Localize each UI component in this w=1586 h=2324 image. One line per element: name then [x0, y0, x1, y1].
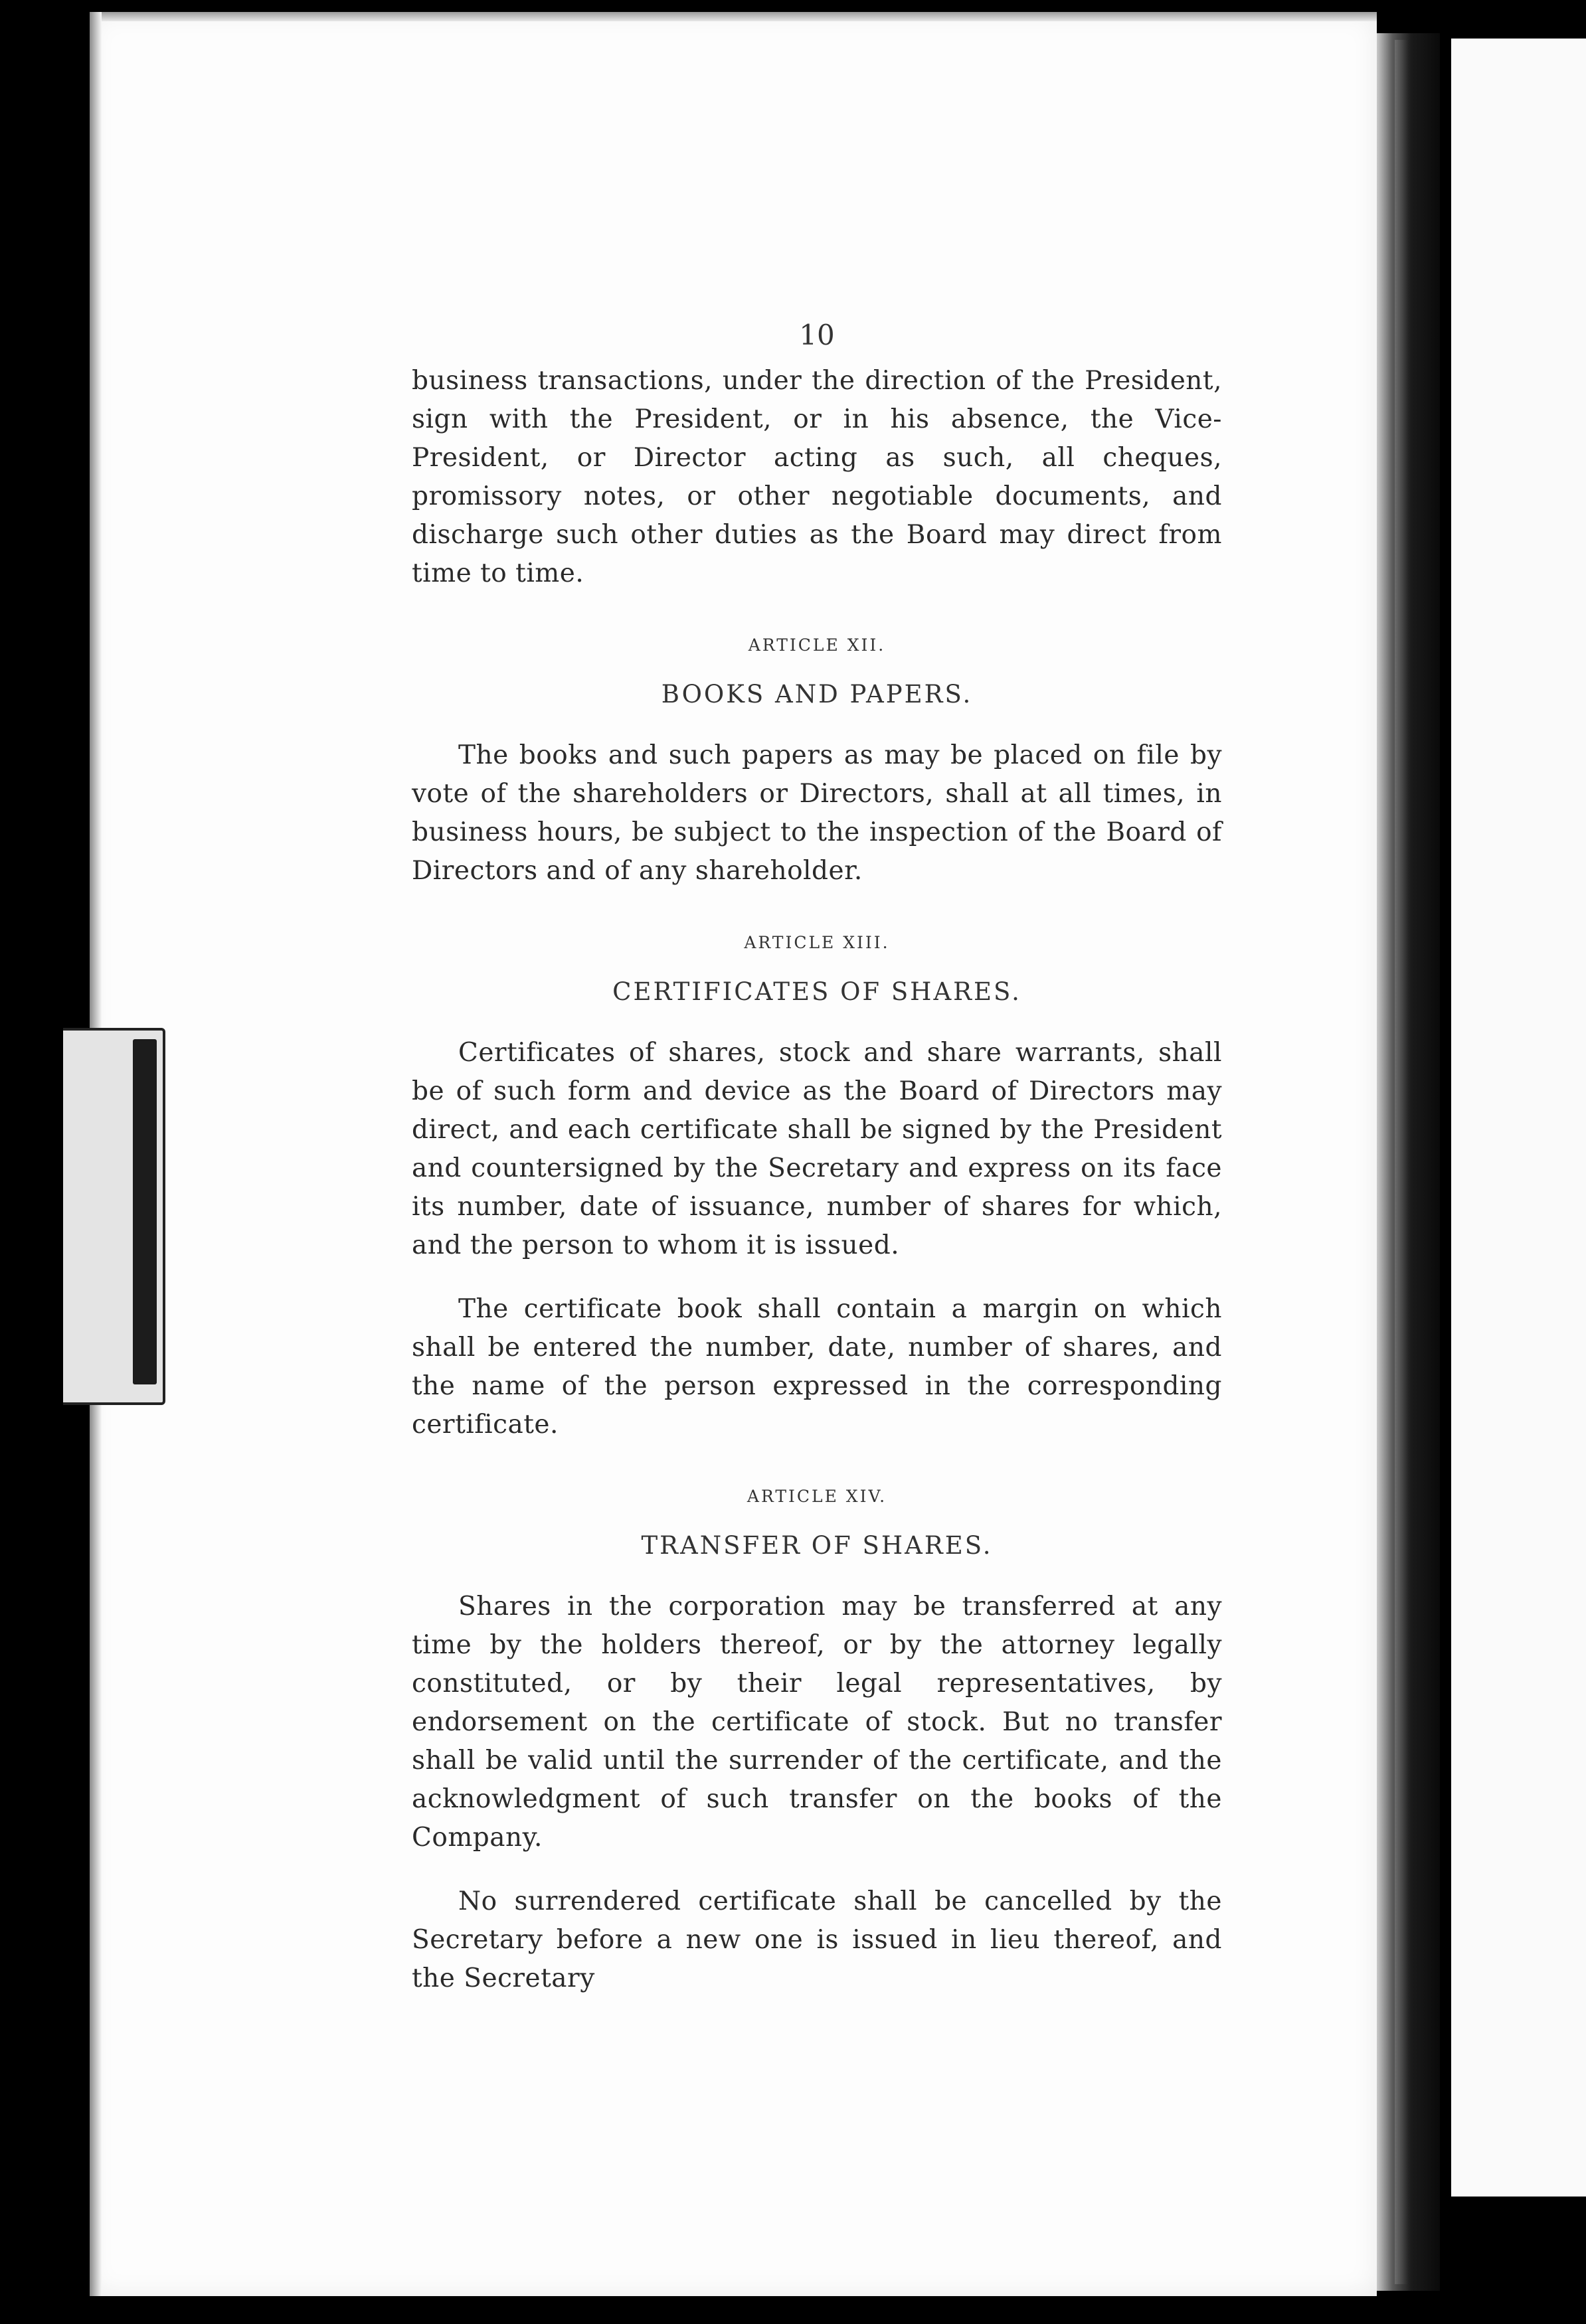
article-title-transfer-of-shares: TRANSFER OF SHARES. [641, 1531, 993, 1560]
paragraph-transfer-2: No surrendered certificate shall be cancelled by the Secretary before a new one is issued in lieu thereof, and the Secretary [412, 1886, 1222, 1993]
article-title-certificates-of-shares: CERTIFICATES OF SHARES. [612, 977, 1021, 1006]
page-content [412, 319, 1222, 1998]
paragraph-gap [412, 1265, 1222, 1290]
paragraph-certificates-1: Certificates of shares, stock and share warrants, shall be of such form and device as the Board of Directors may direct, and each certificate shall be signed by the President and countersigned by the Secretary and express on its face its number, date of issuance, number of shares for which, and the person to whom it is issued. [412, 1038, 1222, 1260]
article-title-books-and-papers: BOOKS AND PAPERS. [661, 680, 973, 708]
opening-paragraph: business transactions, under the direction of the President, sign with the President, or in his absence, the Vice-President, or Director acting as such, all cheques, promissory notes, or other negotiable documents, and discharge such other duties as the Board may direct from time to time. [412, 366, 1222, 588]
paragraph-certificates-2: The certificate book shall contain a margin on which shall be entered the number, date, number of shares, and the name of the person expressed in the corresponding certificate. [412, 1294, 1222, 1440]
page-number: 10 [799, 319, 835, 351]
page-top-edge [90, 12, 1377, 21]
paragraph-gap [412, 1857, 1222, 1882]
binding-highlight [1395, 40, 1408, 2284]
facing-page [1451, 39, 1586, 2197]
article-label-xiv: ARTICLE XIV. [747, 1487, 887, 1506]
book-binding [1377, 33, 1440, 2291]
paragraph-transfer-1: Shares in the corporation may be transferred at any time by the holders thereof, or by the attorney legally constituted, or by their legal representatives, by endorsement on the certificate of stock. But no transfer shall be valid until the surrender of the certificate, and the acknowledgment of such transfer on the books of the Company. [412, 1592, 1222, 1853]
article-label-xii: ARTICLE XII. [748, 635, 886, 655]
paragraph-books-and-papers: The books and such papers as may be placed on file by vote of the shareholders or Directors, shall at all times, in business hours, be subject to the inspection of the Board of Directors and of any shareholder. [412, 740, 1222, 886]
article-label-xiii: ARTICLE XIII. [744, 933, 890, 952]
page-clip-bar [133, 1039, 157, 1384]
